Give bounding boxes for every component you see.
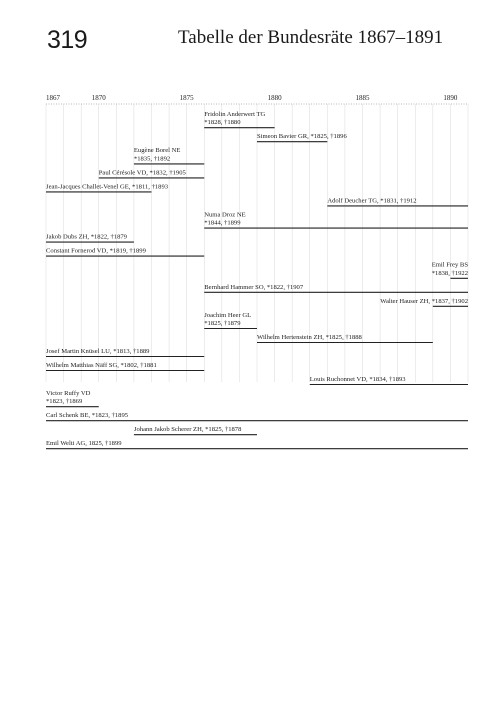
person-label: *1844, †1899 xyxy=(204,219,241,227)
person-label: Constant Fornerod VD, *1819, †1899 xyxy=(46,247,146,255)
tick-label-1890: 1890 xyxy=(443,94,458,102)
person-label: Jakob Dubs ZH, *1822, †1879 xyxy=(46,233,127,241)
page-title: Tabelle der Bundesräte 1867–1891 xyxy=(178,27,444,48)
person-label: Emil Frey BS xyxy=(431,261,468,269)
tick-label-1885: 1885 xyxy=(355,94,370,102)
tick-label-1875: 1875 xyxy=(179,94,194,102)
person-label: *1828, †1880 xyxy=(204,119,241,127)
person-label: Joachim Heer GL xyxy=(204,311,252,319)
person-label: Fridolin Anderwert TG xyxy=(204,111,266,118)
person-label: Carl Schenk BE, *1823, †1895 xyxy=(46,412,129,420)
person-label: Numa Droz NE xyxy=(204,211,246,219)
person-label: Eugène Borel NE xyxy=(133,147,181,155)
person-label: Bernhard Hammer SO, *1822, †1907 xyxy=(204,283,304,291)
person-label: Adolf Deucher TG, *1831, †1912 xyxy=(327,197,417,205)
person-label: *1835, †1892 xyxy=(133,155,171,163)
person-label: Emil Welti AG, 1825, †1899 xyxy=(46,440,122,448)
person-label: Johann Jakob Scherer ZH, *1825, †1878 xyxy=(133,426,242,434)
person-label: Jean-Jacques Challet-Venel GE, *1811, †1893 xyxy=(46,183,169,191)
person-label: Josef Martin Knüsel LU, *1813, †1889 xyxy=(46,348,150,355)
person-label: Wilhelm Matthias Näff SG, *1802, †1881 xyxy=(46,362,157,369)
tick-label-1880: 1880 xyxy=(267,94,282,102)
person-label: *1823, †1869 xyxy=(46,398,83,406)
person-label: Louis Ruchonnet VD, *1834, †1893 xyxy=(309,376,406,383)
person-label: Victor Ruffy VD xyxy=(46,390,91,397)
person-label: *1838, †1922 xyxy=(431,269,468,277)
person-label: Simeon Bavier GR, *1825, †1896 xyxy=(257,133,347,141)
person-label: Walter Hauser ZH, *1837, †1902 xyxy=(380,297,468,305)
tick-label-1870: 1870 xyxy=(91,94,106,102)
person-label: *1825, †1879 xyxy=(204,320,241,327)
person-label: Wilhelm Hertenstein ZH, *1825, †1888 xyxy=(257,334,362,341)
page-number: 319 xyxy=(47,26,88,54)
person-label: Paul Cérésole VD, *1832, †1905 xyxy=(98,169,186,177)
tick-label-1867: 1867 xyxy=(46,94,60,102)
